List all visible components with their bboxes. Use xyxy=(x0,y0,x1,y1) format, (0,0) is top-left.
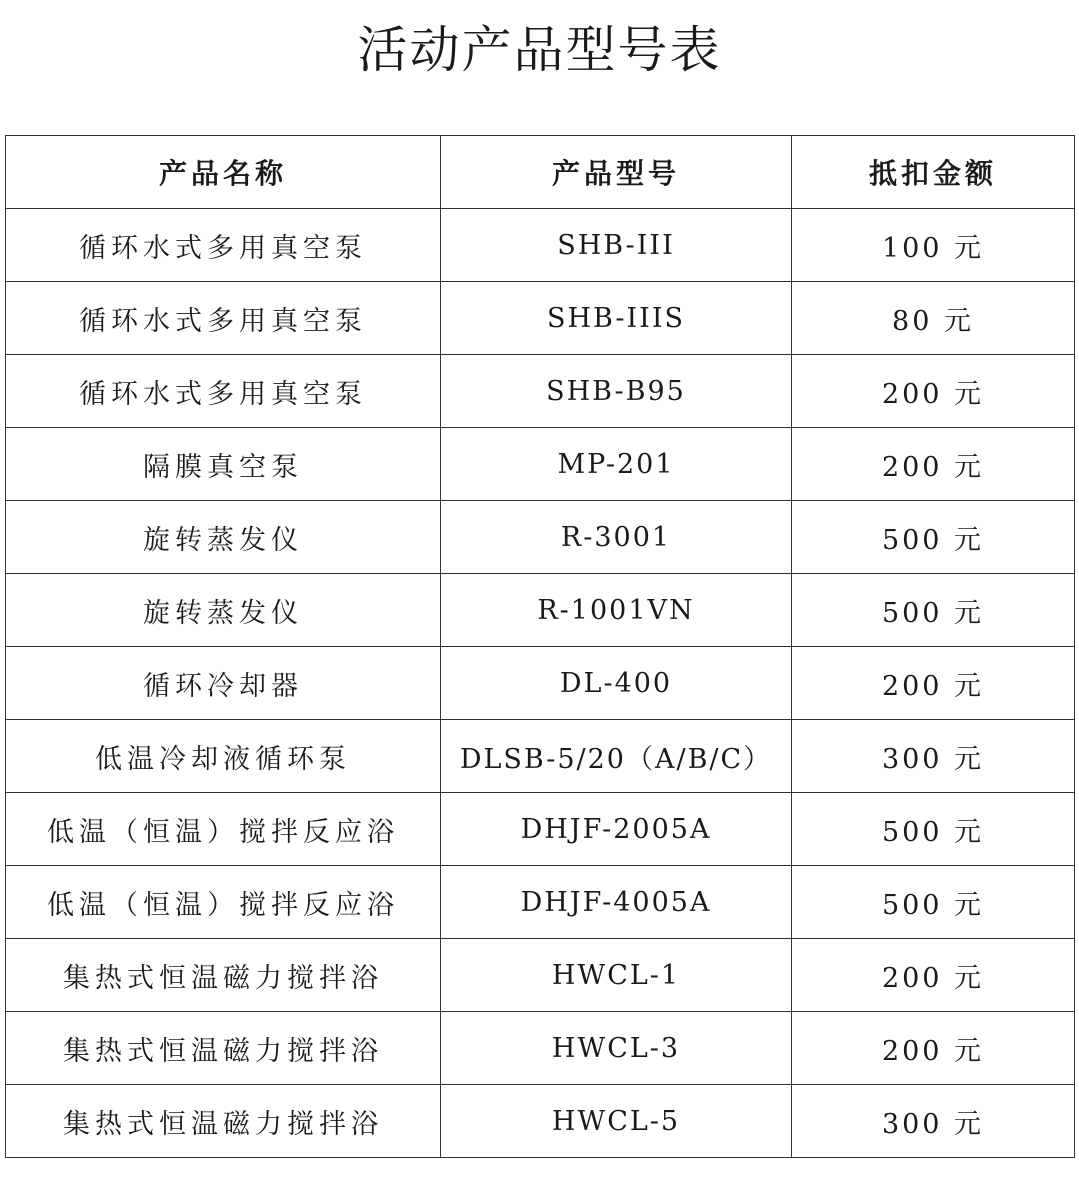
product-model-cell: SHB-B95 xyxy=(441,355,792,428)
product-table-container xyxy=(5,135,1074,1158)
product-name-cell: 循环冷却器 xyxy=(6,647,441,720)
product-model-cell: DHJF-2005A xyxy=(441,793,792,866)
table-row xyxy=(6,428,1075,501)
product-model-cell: R-1001VN xyxy=(441,574,792,647)
product-name-cell: 旋转蒸发仪 xyxy=(6,501,441,574)
table-row xyxy=(6,647,1075,720)
discount-amount-cell: 200 元 xyxy=(792,647,1075,720)
header-product-name: 产品名称 xyxy=(6,136,441,209)
product-model-cell: R-3001 xyxy=(441,501,792,574)
product-model-cell: SHB-III xyxy=(441,209,792,282)
product-name-cell: 低温（恒温）搅拌反应浴 xyxy=(6,793,441,866)
table-row xyxy=(6,282,1075,355)
discount-amount-cell: 500 元 xyxy=(792,866,1075,939)
product-name-cell: 低温（恒温）搅拌反应浴 xyxy=(6,866,441,939)
product-model-cell: DHJF-4005A xyxy=(441,866,792,939)
discount-amount-cell: 200 元 xyxy=(792,1012,1075,1085)
product-model-cell: MP-201 xyxy=(441,428,792,501)
table-row xyxy=(6,1085,1075,1158)
product-name-cell: 集热式恒温磁力搅拌浴 xyxy=(6,1085,441,1158)
product-name-cell: 低温冷却液循环泵 xyxy=(6,720,441,793)
header-discount-amount: 抵扣金额 xyxy=(792,136,1075,209)
product-table xyxy=(5,135,1075,1158)
table-row xyxy=(6,720,1075,793)
table-row xyxy=(6,1012,1075,1085)
discount-amount-cell: 300 元 xyxy=(792,720,1075,793)
discount-amount-cell: 500 元 xyxy=(792,501,1075,574)
table-row xyxy=(6,209,1075,282)
table-row xyxy=(6,574,1075,647)
product-name-cell: 循环水式多用真空泵 xyxy=(6,209,441,282)
product-name-cell: 集热式恒温磁力搅拌浴 xyxy=(6,939,441,1012)
discount-amount-cell: 500 元 xyxy=(792,793,1075,866)
table-row xyxy=(6,501,1075,574)
discount-amount-cell: 300 元 xyxy=(792,1085,1075,1158)
header-product-model: 产品型号 xyxy=(441,136,792,209)
discount-amount-cell: 200 元 xyxy=(792,428,1075,501)
discount-amount-cell: 500 元 xyxy=(792,574,1075,647)
table-row xyxy=(6,866,1075,939)
page-title: 活动产品型号表 xyxy=(357,21,722,79)
discount-amount-cell: 200 元 xyxy=(792,939,1075,1012)
product-name-cell: 隔膜真空泵 xyxy=(6,428,441,501)
table-row xyxy=(6,355,1075,428)
product-model-cell: HWCL-1 xyxy=(441,939,792,1012)
product-name-cell: 循环水式多用真空泵 xyxy=(6,355,441,428)
product-model-cell: DL-400 xyxy=(441,647,792,720)
discount-amount-cell: 80 元 xyxy=(792,282,1075,355)
product-model-cell: HWCL-3 xyxy=(441,1012,792,1085)
discount-amount-cell: 100 元 xyxy=(792,209,1075,282)
product-model-cell: DLSB-5/20（A/B/C） xyxy=(441,720,792,793)
discount-amount-cell: 200 元 xyxy=(792,355,1075,428)
product-name-cell: 旋转蒸发仪 xyxy=(6,574,441,647)
product-model-cell: HWCL-5 xyxy=(441,1085,792,1158)
product-name-cell: 集热式恒温磁力搅拌浴 xyxy=(6,1012,441,1085)
table-row xyxy=(6,939,1075,1012)
table-row xyxy=(6,793,1075,866)
product-name-cell: 循环水式多用真空泵 xyxy=(6,282,441,355)
product-model-cell: SHB-IIIS xyxy=(441,282,792,355)
table-header-row xyxy=(6,136,1075,209)
